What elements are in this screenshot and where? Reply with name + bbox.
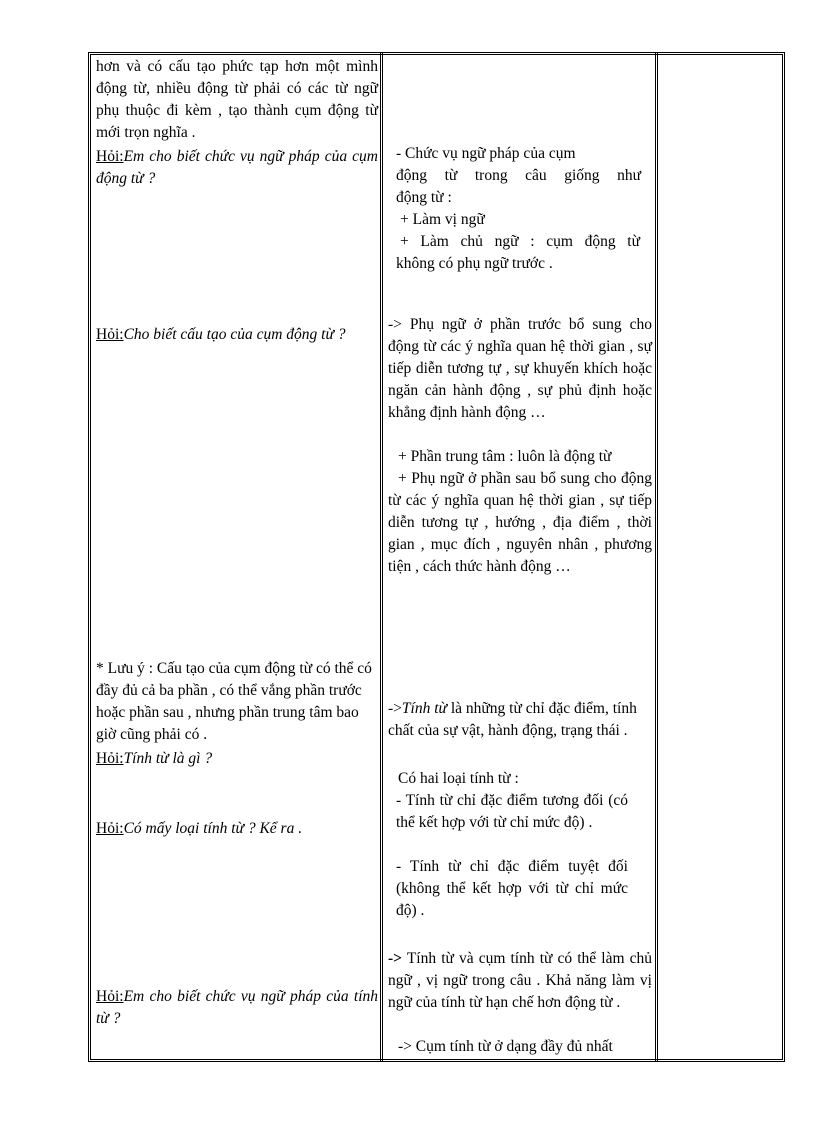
answer-4-line-1: Có hai loại tính từ : — [398, 770, 519, 787]
column-divider-1 — [380, 52, 383, 1062]
answer-2-paragraph-3: + Phụ ngữ ở phần sau bổ sung cho động từ các ý nghĩa quan hệ thời gian , sự tiếp diễn tương tự , hướng , địa điểm , thời gian , mục đích , nguyên nhân , phương tiện , cách thức hành động … — [388, 470, 652, 575]
question-label: Hỏi: — [96, 988, 124, 1005]
answer-1-line-4: + Làm vị ngữ — [400, 211, 485, 228]
answer-5 — [388, 948, 652, 1014]
question-label: Hỏi: — [96, 148, 124, 165]
question-text: Em cho biết chức vụ ngữ pháp của tính từ ? — [96, 988, 378, 1027]
question-label: Hỏi: — [96, 750, 124, 767]
term-text: Tính từ — [401, 700, 447, 717]
answer-1-line-1: - Chức vụ ngữ pháp của cụm — [396, 145, 576, 162]
question-5 — [96, 986, 378, 1030]
arrow-text: -> — [388, 700, 402, 717]
question-3 — [96, 748, 378, 770]
note-paragraph: * Lưu ý : Cấu tạo của cụm động từ có thể có đầy đủ cả ba phần , có thể vắng phần trước hoặc phần sau , nhưng phần trung tâm bao giờ cũng phải có . — [96, 660, 372, 743]
answer-1-line-2: động từ trong câu giống như — [396, 167, 641, 184]
answer-2-paragraph-1: -> Phụ ngữ ở phần trước bổ sung cho động từ các ý nghĩa quan hệ thời gian , sự tiếp diễn tương tự , sự khuyến khích hoặc ngăn cản hành động , sự phủ định hoặc khẳng định hành động … — [388, 316, 652, 421]
question-label: Hỏi: — [96, 326, 124, 343]
answer-2-line-2: + Phần trung tâm : luôn là động từ — [398, 448, 612, 465]
question-1 — [96, 146, 378, 190]
column-divider-2 — [655, 52, 658, 1062]
definition-text: là những từ chỉ đặc điểm, tính chất của sự vật, hành động, trạng thái . — [388, 700, 637, 739]
question-4 — [96, 818, 378, 840]
answer-4-line-3: - Tính từ chỉ đặc điểm tuyệt đối (không thể kết hợp với từ chỉ mức độ) . — [396, 858, 628, 919]
answer-1-line-6: không có phụ ngữ trước . — [396, 255, 553, 272]
answer-4-line-2: - Tính từ chỉ đặc điểm tương đối (có thể kết hợp với từ chỉ mức độ) . — [396, 792, 628, 831]
question-text: Em cho biết chức vụ ngữ pháp của cụm động từ ? — [96, 148, 378, 187]
arrow-text: -> — [388, 950, 402, 967]
question-text: Tính từ là gì ? — [123, 750, 213, 767]
answer-5-line-2: -> Cụm tính từ ở dạng đầy đủ nhất — [398, 1038, 613, 1055]
question-text: Có mấy loại tính từ ? Kể ra . — [123, 820, 303, 837]
question-label: Hỏi: — [96, 820, 124, 837]
answer-3 — [388, 698, 652, 742]
left-paragraph-1: hơn và có cấu tạo phức tạp hơn một mình động từ, nhiều động từ phải có các từ ngữ phụ thuộc đi kèm , tạo thành cụm động từ mới trọn nghĩa . — [96, 58, 378, 141]
answer-text: Tính từ và cụm tính từ có thể làm chủ ngữ , vị ngữ trong câu . Khả năng làm vị ngữ của tính từ hạn chế hơn động từ . — [388, 950, 652, 1011]
question-text: Cho biết cấu tạo của cụm động từ ? — [123, 326, 346, 343]
answer-1-line-3: động từ : — [396, 189, 452, 206]
question-2 — [96, 324, 378, 346]
answer-1-line-5: + Làm chủ ngữ : cụm động từ — [400, 233, 640, 250]
